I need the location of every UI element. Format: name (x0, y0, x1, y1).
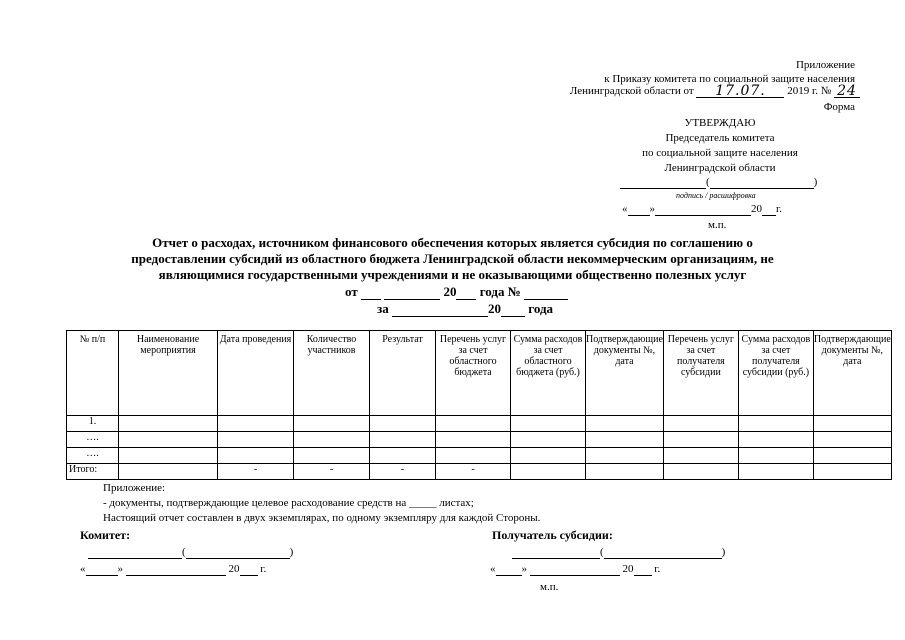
column-header: Количество участников (294, 331, 370, 416)
order-year-text: 2019 г. № (787, 85, 832, 97)
table-cell (511, 416, 586, 432)
table-cell (436, 448, 511, 464)
table-cell (663, 432, 738, 448)
order-number-handwritten: 24 (834, 85, 860, 98)
table-cell (294, 448, 370, 464)
table-header-row (67, 331, 892, 416)
table-cell (586, 416, 664, 432)
approver-title-3: Ленинградской области (664, 162, 776, 174)
column-header: № п/п (67, 331, 119, 416)
table-cell (738, 464, 813, 480)
table-cell (370, 448, 436, 464)
table-cell: …. (67, 432, 119, 448)
table-cell (738, 448, 813, 464)
table-cell (436, 416, 511, 432)
footer-copies-note: Настоящий отчет составлен в двух экземплярах, по одному экземпляру для каждой Стороны. (103, 512, 541, 524)
table-cell (663, 464, 738, 480)
column-header: Перечень услуг за счет областного бюджета (436, 331, 511, 416)
recipient-date-line: « » 20 г. (490, 563, 661, 575)
table-cell (813, 416, 891, 432)
table-cell (218, 432, 294, 448)
signature-caption: подпись / расшифровка (676, 191, 756, 200)
table-cell (738, 416, 813, 432)
table-row (67, 432, 892, 448)
report-title-line-3: являющимися государственными учреждениями и не оказывающими общественно полезных услуг (158, 267, 747, 282)
report-number-line: от 20 года № (345, 284, 568, 300)
approve-label: УТВЕРЖДАЮ (684, 117, 756, 129)
column-header: Перечень услуг за счет получателя субсидии (663, 331, 738, 416)
recipient-signature-label: Получатель субсидии: (492, 528, 613, 542)
table-cell (586, 432, 664, 448)
report-title-line-1: Отчет о расходах, источником финансового обеспечения которых является субсидия по соглашению о (152, 235, 753, 250)
table-cell (738, 432, 813, 448)
table-cell (663, 448, 738, 464)
column-header: Подтверждающие документы №, дата (813, 331, 891, 416)
table-cell (813, 448, 891, 464)
table-cell (218, 416, 294, 432)
order-date-handwritten: 17.07. (696, 85, 784, 98)
approver-title-1: Председатель комитета (665, 132, 775, 144)
column-header: Сумма расходов за счет областного бюджета (руб.) (511, 331, 586, 416)
table-cell (586, 464, 664, 480)
approval-date-line: « » 20 г. (622, 203, 783, 215)
recipient-signature-line: ( ) (512, 545, 725, 559)
column-header: Наименование мероприятия (119, 331, 218, 416)
table-cell (294, 416, 370, 432)
table-cell (813, 464, 891, 480)
table-total-row (67, 464, 892, 480)
footer-appendix-label: Приложение: (103, 482, 166, 494)
table-cell (511, 448, 586, 464)
committee-signature-label: Комитет: (80, 528, 131, 542)
order-date-line (570, 85, 860, 98)
table-cell (436, 432, 511, 448)
table-cell (586, 448, 664, 464)
appendix-label: Приложение (795, 59, 855, 71)
table-cell: - (218, 464, 294, 480)
region-from-text: Ленинградской области от (569, 85, 694, 97)
table-row (67, 416, 892, 432)
table-cell: …. (67, 448, 119, 464)
table-cell (294, 432, 370, 448)
column-header: Дата проведения (218, 331, 294, 416)
table-cell (663, 416, 738, 432)
recipient-stamp-label: м.п. (540, 581, 559, 593)
approval-stamp-label: м.п. (708, 219, 727, 231)
committee-date-line: « » 20 г. (80, 563, 267, 575)
table-cell (813, 432, 891, 448)
footer-documents-note: - документы, подтверждающие целевое расходование средств на _____ листах; (103, 497, 474, 509)
table-cell: - (294, 464, 370, 480)
column-header: Подтверждающие документы №, дата (586, 331, 664, 416)
report-table (66, 330, 892, 480)
table-cell: - (436, 464, 511, 480)
order-reference: к Приказу комитета по социальной защите населения (604, 73, 855, 85)
table-cell (370, 416, 436, 432)
report-title-line-2: предоставлении субсидий из областного бюджета Ленинградской области некоммерческим организациям, не (131, 251, 774, 266)
report-period-line: за 20 года (377, 301, 554, 316)
table-row (67, 448, 892, 464)
column-header: Сумма расходов за счет получателя субсидии (руб.) (738, 331, 813, 416)
table-cell (218, 448, 294, 464)
table-cell (119, 416, 218, 432)
table-cell: 1. (67, 416, 119, 432)
table-cell (119, 432, 218, 448)
table-cell: - (370, 464, 436, 480)
table-cell (511, 464, 586, 480)
committee-signature-line: ( ) (88, 545, 293, 559)
table-cell (511, 432, 586, 448)
column-header: Результат (370, 331, 436, 416)
table-cell (119, 464, 218, 480)
table-cell: Итого: (67, 464, 119, 480)
approver-title-2: по социальной защите населения (642, 147, 798, 159)
table-cell (119, 448, 218, 464)
form-label: Форма (823, 101, 855, 113)
approver-signature-line: ( ) (620, 176, 817, 189)
table-cell (370, 432, 436, 448)
